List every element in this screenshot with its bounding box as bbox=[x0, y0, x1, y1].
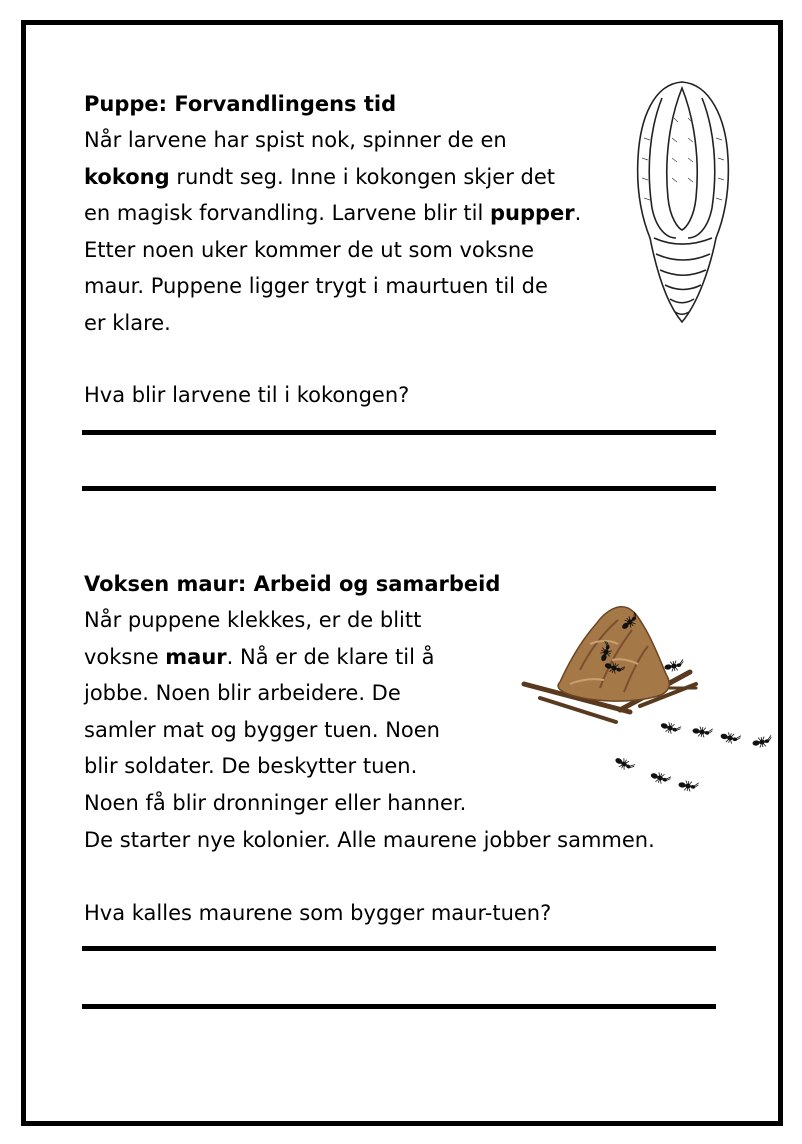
question-1: Hva blir larvene til i kokongen? bbox=[84, 383, 410, 407]
paragraph-line: De starter nye kolonier. Alle maurene jobber sammen. bbox=[84, 827, 655, 852]
section-pupa bbox=[84, 86, 581, 342]
paragraph-line: voksne maur. Nå er de klare til å bbox=[84, 644, 435, 669]
paragraph-line: Når puppene klekkes, er de blitt bbox=[84, 608, 422, 632]
anthill-with-ants-illustration bbox=[520, 600, 782, 800]
paragraph-line: samler mat og bygger tuen. Noen bbox=[84, 717, 440, 742]
section-paragraph bbox=[84, 122, 581, 342]
paragraph-line: blir soldater. De beskytter tuen. bbox=[84, 754, 418, 779]
paragraph-line: Etter noen uker kommer de ut som voksne bbox=[84, 237, 535, 262]
paragraph-line: Noen få blir dronninger eller hanner. bbox=[84, 790, 467, 815]
answer-line-1b[interactable] bbox=[82, 486, 716, 491]
paragraph-line: er klare. bbox=[84, 310, 171, 335]
paragraph-line: jobbe. Noen blir arbeidere. De bbox=[84, 681, 401, 706]
keyword-pupper: pupper bbox=[489, 201, 575, 226]
paragraph-line: en magisk forvandling. Larvene blir til pupper. bbox=[84, 201, 582, 226]
answer-line-2b[interactable] bbox=[82, 1004, 716, 1009]
paragraph-line: maur. Puppene ligger trygt i maurtuen til de bbox=[84, 274, 548, 299]
paragraph-line: kokong rundt seg. Inne i kokongen skjer det bbox=[84, 164, 555, 189]
section-heading: Puppe: Forvandlingens tid bbox=[84, 92, 397, 116]
pupa-cocoon-illustration bbox=[632, 78, 732, 326]
keyword-maur: maur bbox=[165, 644, 227, 669]
answer-line-1a[interactable] bbox=[82, 430, 716, 435]
section-heading: Voksen maur: Arbeid og samarbeid bbox=[84, 572, 501, 596]
answer-line-2a[interactable] bbox=[82, 946, 716, 951]
question-2: Hva kalles maurene som bygger maur-tuen? bbox=[84, 901, 552, 925]
paragraph-line: Når larvene har spist nok, spinner de en bbox=[84, 128, 507, 152]
keyword-kokong: kokong bbox=[84, 164, 170, 189]
